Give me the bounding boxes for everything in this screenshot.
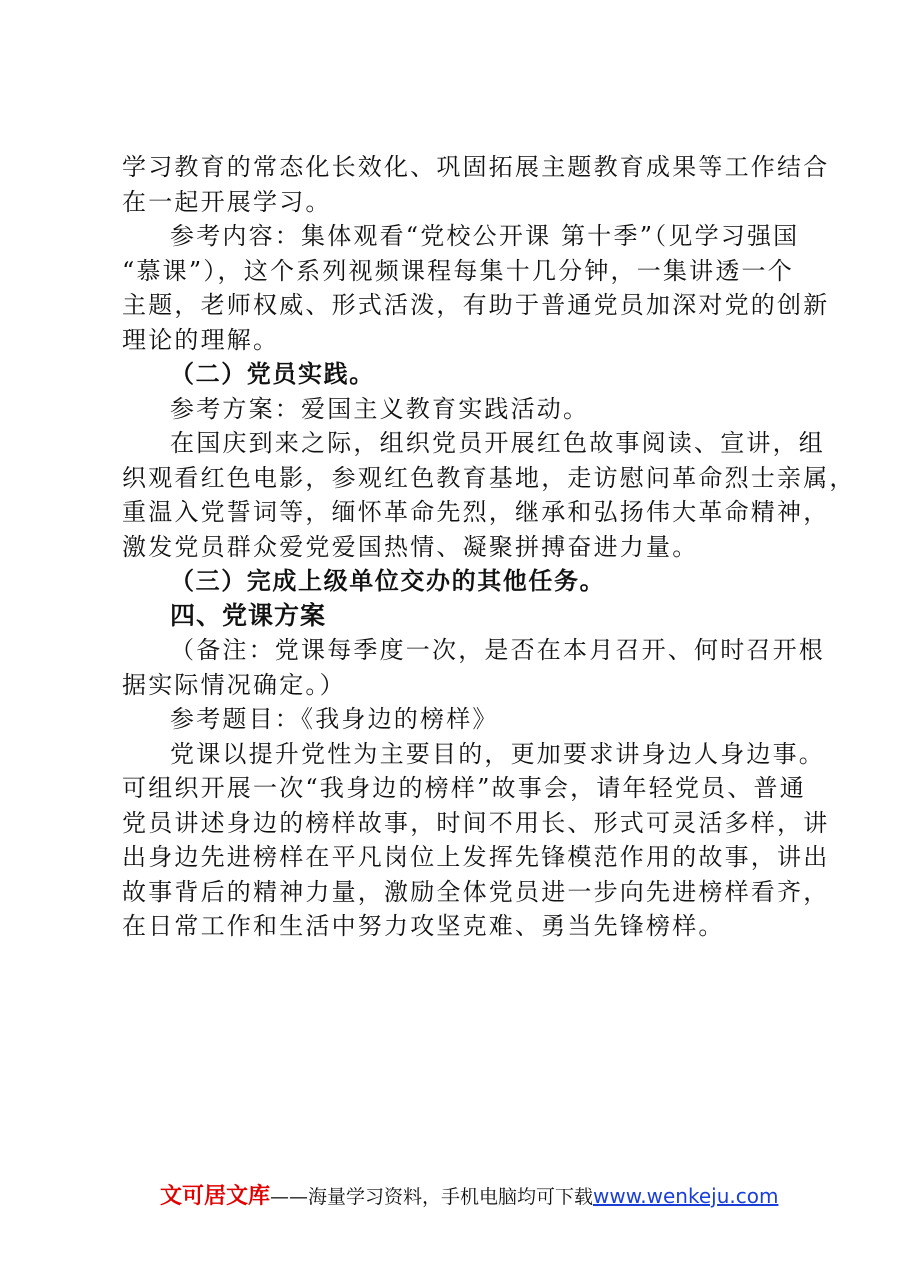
paragraph-line: “慕课”），这个系列视频课程每集十几分钟，一集讲透一个 <box>122 256 794 285</box>
paragraph-line: 据实际情况确定。） <box>122 670 346 699</box>
paragraph-line: 织观看红色电影，参观红色教育基地，走访慰问革命烈士亲属， <box>122 463 856 492</box>
paragraph-line: 学习教育的常态化长效化、巩固拓展主题教育成果等工作结合 <box>122 153 830 181</box>
paragraph-line: （备注：党课每季度一次，是否在本月召开、何时召开根 <box>170 636 825 664</box>
paragraph-line: 主题，老师权威、形式活泼，有助于普通党员加深对党的创新 <box>122 291 830 319</box>
paragraph-line: 在一起开展学习。 <box>122 187 332 216</box>
paragraph-line: 可组织开展一次“我身边的榜样”故事会，请年轻党员、普通 <box>122 774 806 802</box>
footer-slogan: 海量学习资料，手机电脑均可下载 <box>308 1186 594 1208</box>
footer-separator: —— <box>270 1186 309 1208</box>
paragraph-line: 在国庆到来之际，组织党员开展红色故事阅读、宣讲，组 <box>170 429 825 457</box>
footer-website-link[interactable]: www.wenkeju.com <box>593 1184 779 1208</box>
paragraph-line: 参考方案：爱国主义教育实践活动。 <box>170 394 590 423</box>
paragraph-line: 重温入党誓词等，缅怀革命先烈，继承和弘扬伟大革命精神， <box>122 498 830 526</box>
paragraph-line: 参考题目：《我身边的榜样》 <box>170 705 499 733</box>
footer-banner <box>160 1183 800 1210</box>
paragraph-line: 理论的理解。 <box>122 325 280 354</box>
paragraph-line: 出身边先进榜样在平凡岗位上发挥先锋模范作用的故事，讲出 <box>122 843 830 871</box>
section-heading-2: （二）党员实践。 <box>170 359 375 388</box>
document-body <box>122 150 856 944</box>
paragraph-line: 故事背后的精神力量，激励全体党员进一步向先进榜样看齐， <box>122 877 830 906</box>
paragraph-line: 参考内容：集体观看“党校公开课 第十季”（见学习强国 <box>170 222 800 250</box>
section-heading-4: 四、党课方案 <box>170 600 327 630</box>
paragraph-line: 在日常工作和生活中努力攻坚克难、勇当先锋榜样。 <box>122 912 725 940</box>
paragraph-line: 党员讲述身边的榜样故事，时间不用长、形式可灵活多样，讲 <box>122 808 830 837</box>
footer-brand: 文可居文库 <box>160 1184 271 1209</box>
paragraph-line: 激发党员群众爱党爱国热情、凝聚拼搏奋进力量。 <box>122 532 699 561</box>
section-heading-3: （三）完成上级单位交办的其他任务。 <box>170 566 606 595</box>
paragraph-line: 党课以提升党性为主要目的，更加要求讲身边人身边事。 <box>170 739 825 768</box>
